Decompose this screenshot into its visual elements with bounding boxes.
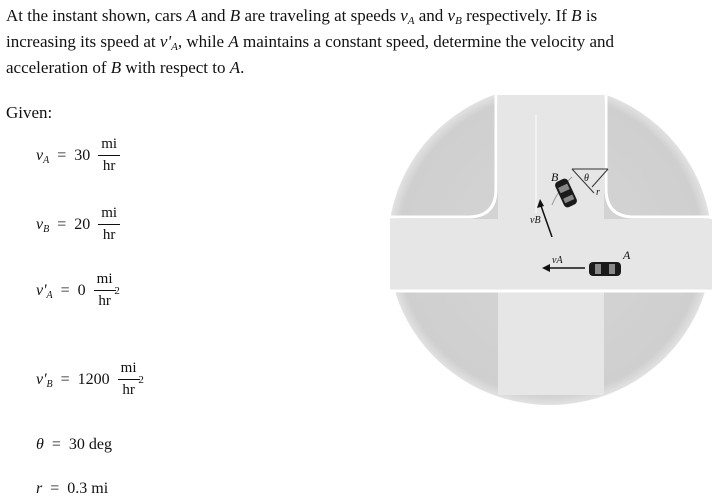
given-label: Given: [6,103,53,122]
problem-statement [6,4,712,80]
label-vA: vA [552,255,563,266]
unit-fraction: $\frac{mi}{hr}$ [98,205,120,244]
var-value: 20 [74,215,91,233]
unit-fraction: mi hr 2 [118,360,140,399]
road-intersection-figure [390,95,712,407]
problem-line-1: At the instant shown, cars A and B are traveling at speeds vA and vB respectively. If B is [6,6,598,27]
label-A: A [623,248,631,262]
var-symbol: v'B [36,370,53,390]
label-theta: θ [584,173,589,184]
label-B: B [551,170,559,184]
label-r: r [596,187,600,198]
given-row-vA: vA = 30 $\frac{mi}{hr}$ [36,136,120,175]
var-symbol: vA [36,146,50,166]
given-row-theta: θ = 30 deg [36,436,112,453]
var-value: 30 deg [68,436,112,453]
unit-fraction: $\frac{mi}{hr}$ [98,136,120,175]
var-symbol: vB [36,215,50,235]
var-value: 1200 [77,370,110,388]
var-symbol: v'A [36,281,53,301]
var-value: 0 [77,281,86,299]
horizontal-road [390,219,712,291]
given-row-vpA: v'A = 0 mi hr 2 [36,271,120,309]
var-value: 30 [74,146,91,164]
given-row-r: r = 0.3 mi [36,480,109,497]
problem-line-2: increasing its speed at v'A, while A maintains a constant speed, determine the velocity and [6,32,615,53]
given-row-vB: vB = 20 $\frac{mi}{hr}$ [36,205,120,244]
given-row-vpB: v'B = 1200 mi hr 2 [36,360,144,398]
car-A [589,262,621,276]
unit-fraction: mi hr 2 [94,271,116,310]
var-value: 0.3 mi [67,480,109,497]
label-vB: vB [530,215,541,226]
problem-line-3: acceleration of B with respect to A. [6,58,245,77]
